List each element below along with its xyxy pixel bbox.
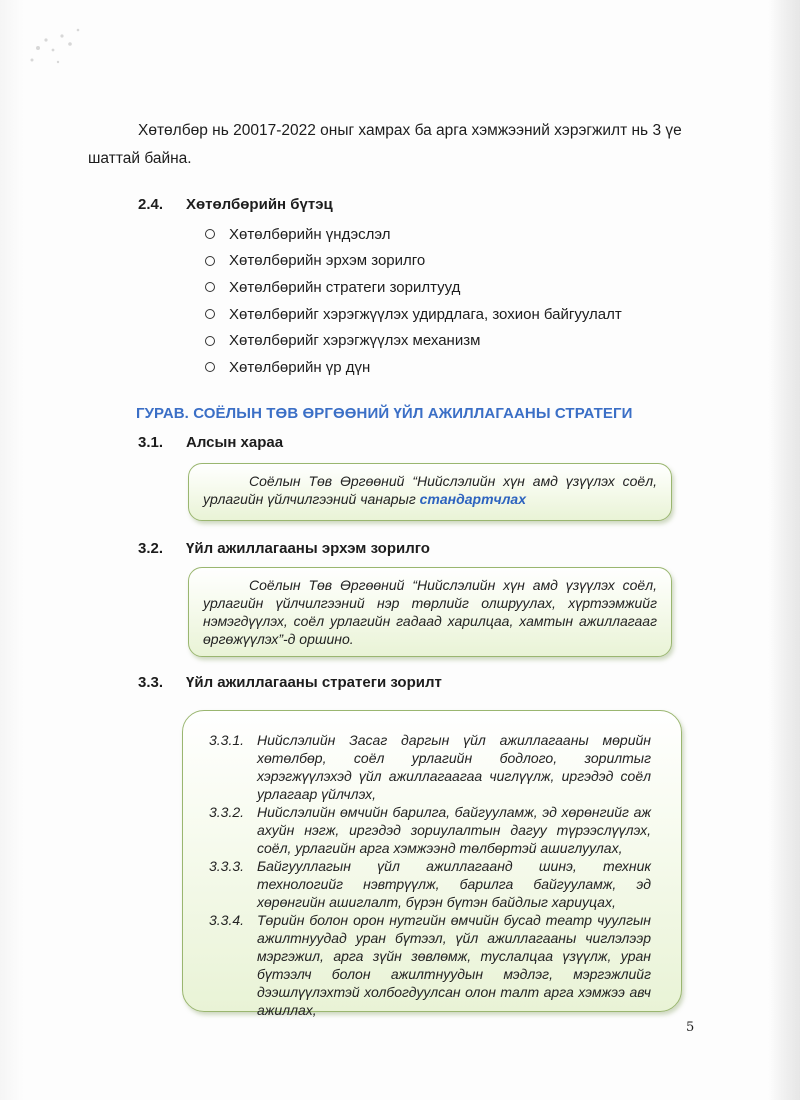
section-2-4-title: Хөтөлбөрийн бүтэц <box>186 196 333 213</box>
circle-bullet-icon <box>205 336 215 346</box>
section-2-4-number: 2.4. <box>138 196 164 213</box>
section-3-3-heading <box>138 674 442 691</box>
section-3-1-number: 3.1. <box>138 434 164 451</box>
objective-item: 3.3.3. Байгууллагын үйл ажиллагаанд шинэ, техник технологийг нэвтрүүлж, барилга байгууламж, эд хөрөнгийн ашиглалт, бүрэн бүтэн байдлыг хариуцах, <box>209 858 651 910</box>
page-number: 5 <box>686 1020 695 1035</box>
circle-bullet-icon <box>205 282 215 292</box>
intro-line-1: Хөтөлбөр нь 20017-2022 оныг хамрах ба арга хэмжээний хэрэгжилт нь 3 үе <box>138 122 682 139</box>
chapter-three-title: ГУРАВ. СОЁЛЫН ТӨВ ӨРГӨӨНИЙ ҮЙЛ АЖИЛЛАГААНЫ СТРАТЕГИ <box>136 405 633 422</box>
scan-artifact-marks <box>18 18 88 78</box>
section-3-2-heading <box>138 540 430 557</box>
intro-paragraph <box>88 117 718 173</box>
section-3-2-title: Үйл ажиллагааны эрхэм зорилго <box>186 540 430 557</box>
section-2-4-heading <box>138 196 333 213</box>
list-item: Хөтөлбөрийн эрхэм зорилго <box>205 248 622 275</box>
list-item: Хөтөлбөрийг хэрэгжүүлэх механизм <box>205 327 622 354</box>
vision-box <box>188 463 672 521</box>
objective-item: 3.3.4. Төрийн болон орон нутгийн өмчийн бусад театр чуулгын ажилтнуудад уран бүтээл, үйл ажиллагааны чиглэлээр мэргэжил, арга зүйн зөвлөмж, туслалцаа үзүүлж, уран бүтээлч болон ажилтнуудын мэдлэг, мэргэжлийг дээшлүүлэхтэй холбогдуулсан олон талт арга хэмжээ авч ажиллах, <box>209 912 651 1018</box>
list-item: Хөтөлбөрийг хэрэгжүүлэх удирдлага, зохион байгуулалт <box>205 301 622 328</box>
objective-item: 3.3.2. Нийслэлийн өмчийн барилга, байгууламж, эд хөрөнгийг аж ахуйн нэгж, иргэдэд зориулалтын дагуу түрээслүүлэх, соёл, урлагийн арга хэмжээнд төлбөртэй ашиглуулах, <box>209 804 651 856</box>
list-item: Хөтөлбөрийн үндэслэл <box>205 221 622 248</box>
objectives-list <box>209 731 651 1019</box>
objective-item: 3.3.1. Нийслэлийн Засаг даргын үйл ажиллагааны мөрийн хөтөлбөр, соёл урлагийн бодлого, зорилтыг хэрэгжүүлэхэд үйл ажиллагаагаа чиглүүлж, иргэдэд соёл урлагаар үйлчлэх, <box>209 732 651 802</box>
section-3-1-heading <box>138 434 283 451</box>
section-3-3-title: Үйл ажиллагааны стратеги зорилт <box>186 674 442 691</box>
section-3-2-number: 3.2. <box>138 540 164 557</box>
list-item: Хөтөлбөрийн үр дүн <box>205 354 622 381</box>
scan-shadow <box>770 0 800 1100</box>
circle-bullet-icon <box>205 362 215 372</box>
section-3-1-title: Алсын хараа <box>186 434 284 451</box>
mission-box <box>188 567 672 657</box>
vision-highlight: стандартчлах <box>419 491 526 507</box>
mission-text: Соёлын Төв Өргөөний “Нийслэлийн хүн амд үзүүлэх соёл, урлагийн үйлчилгээний нэр төрлийг олшруулах, хүртээмжийг нэмэгдүүлэх, соёл урлагийн гадаад харилцаа, хамтын ажиллагааг өргөжүүлэх”-д оршино. <box>203 577 657 647</box>
circle-bullet-icon <box>205 309 215 319</box>
circle-bullet-icon <box>205 256 215 266</box>
structure-list <box>205 221 622 381</box>
intro-line-2: шаттай байна. <box>88 150 192 167</box>
strategic-objectives-box <box>182 710 682 1018</box>
section-3-3-number: 3.3. <box>138 674 164 691</box>
list-item: Хөтөлбөрийн стратеги зорилтууд <box>205 274 622 301</box>
circle-bullet-icon <box>205 229 215 239</box>
vision-text: Соёлын Төв Өргөөний “Нийслэлийн хүн амд үзүүлэх соёл, урлагийн үйлчилгээний чанарыг <box>203 473 657 507</box>
